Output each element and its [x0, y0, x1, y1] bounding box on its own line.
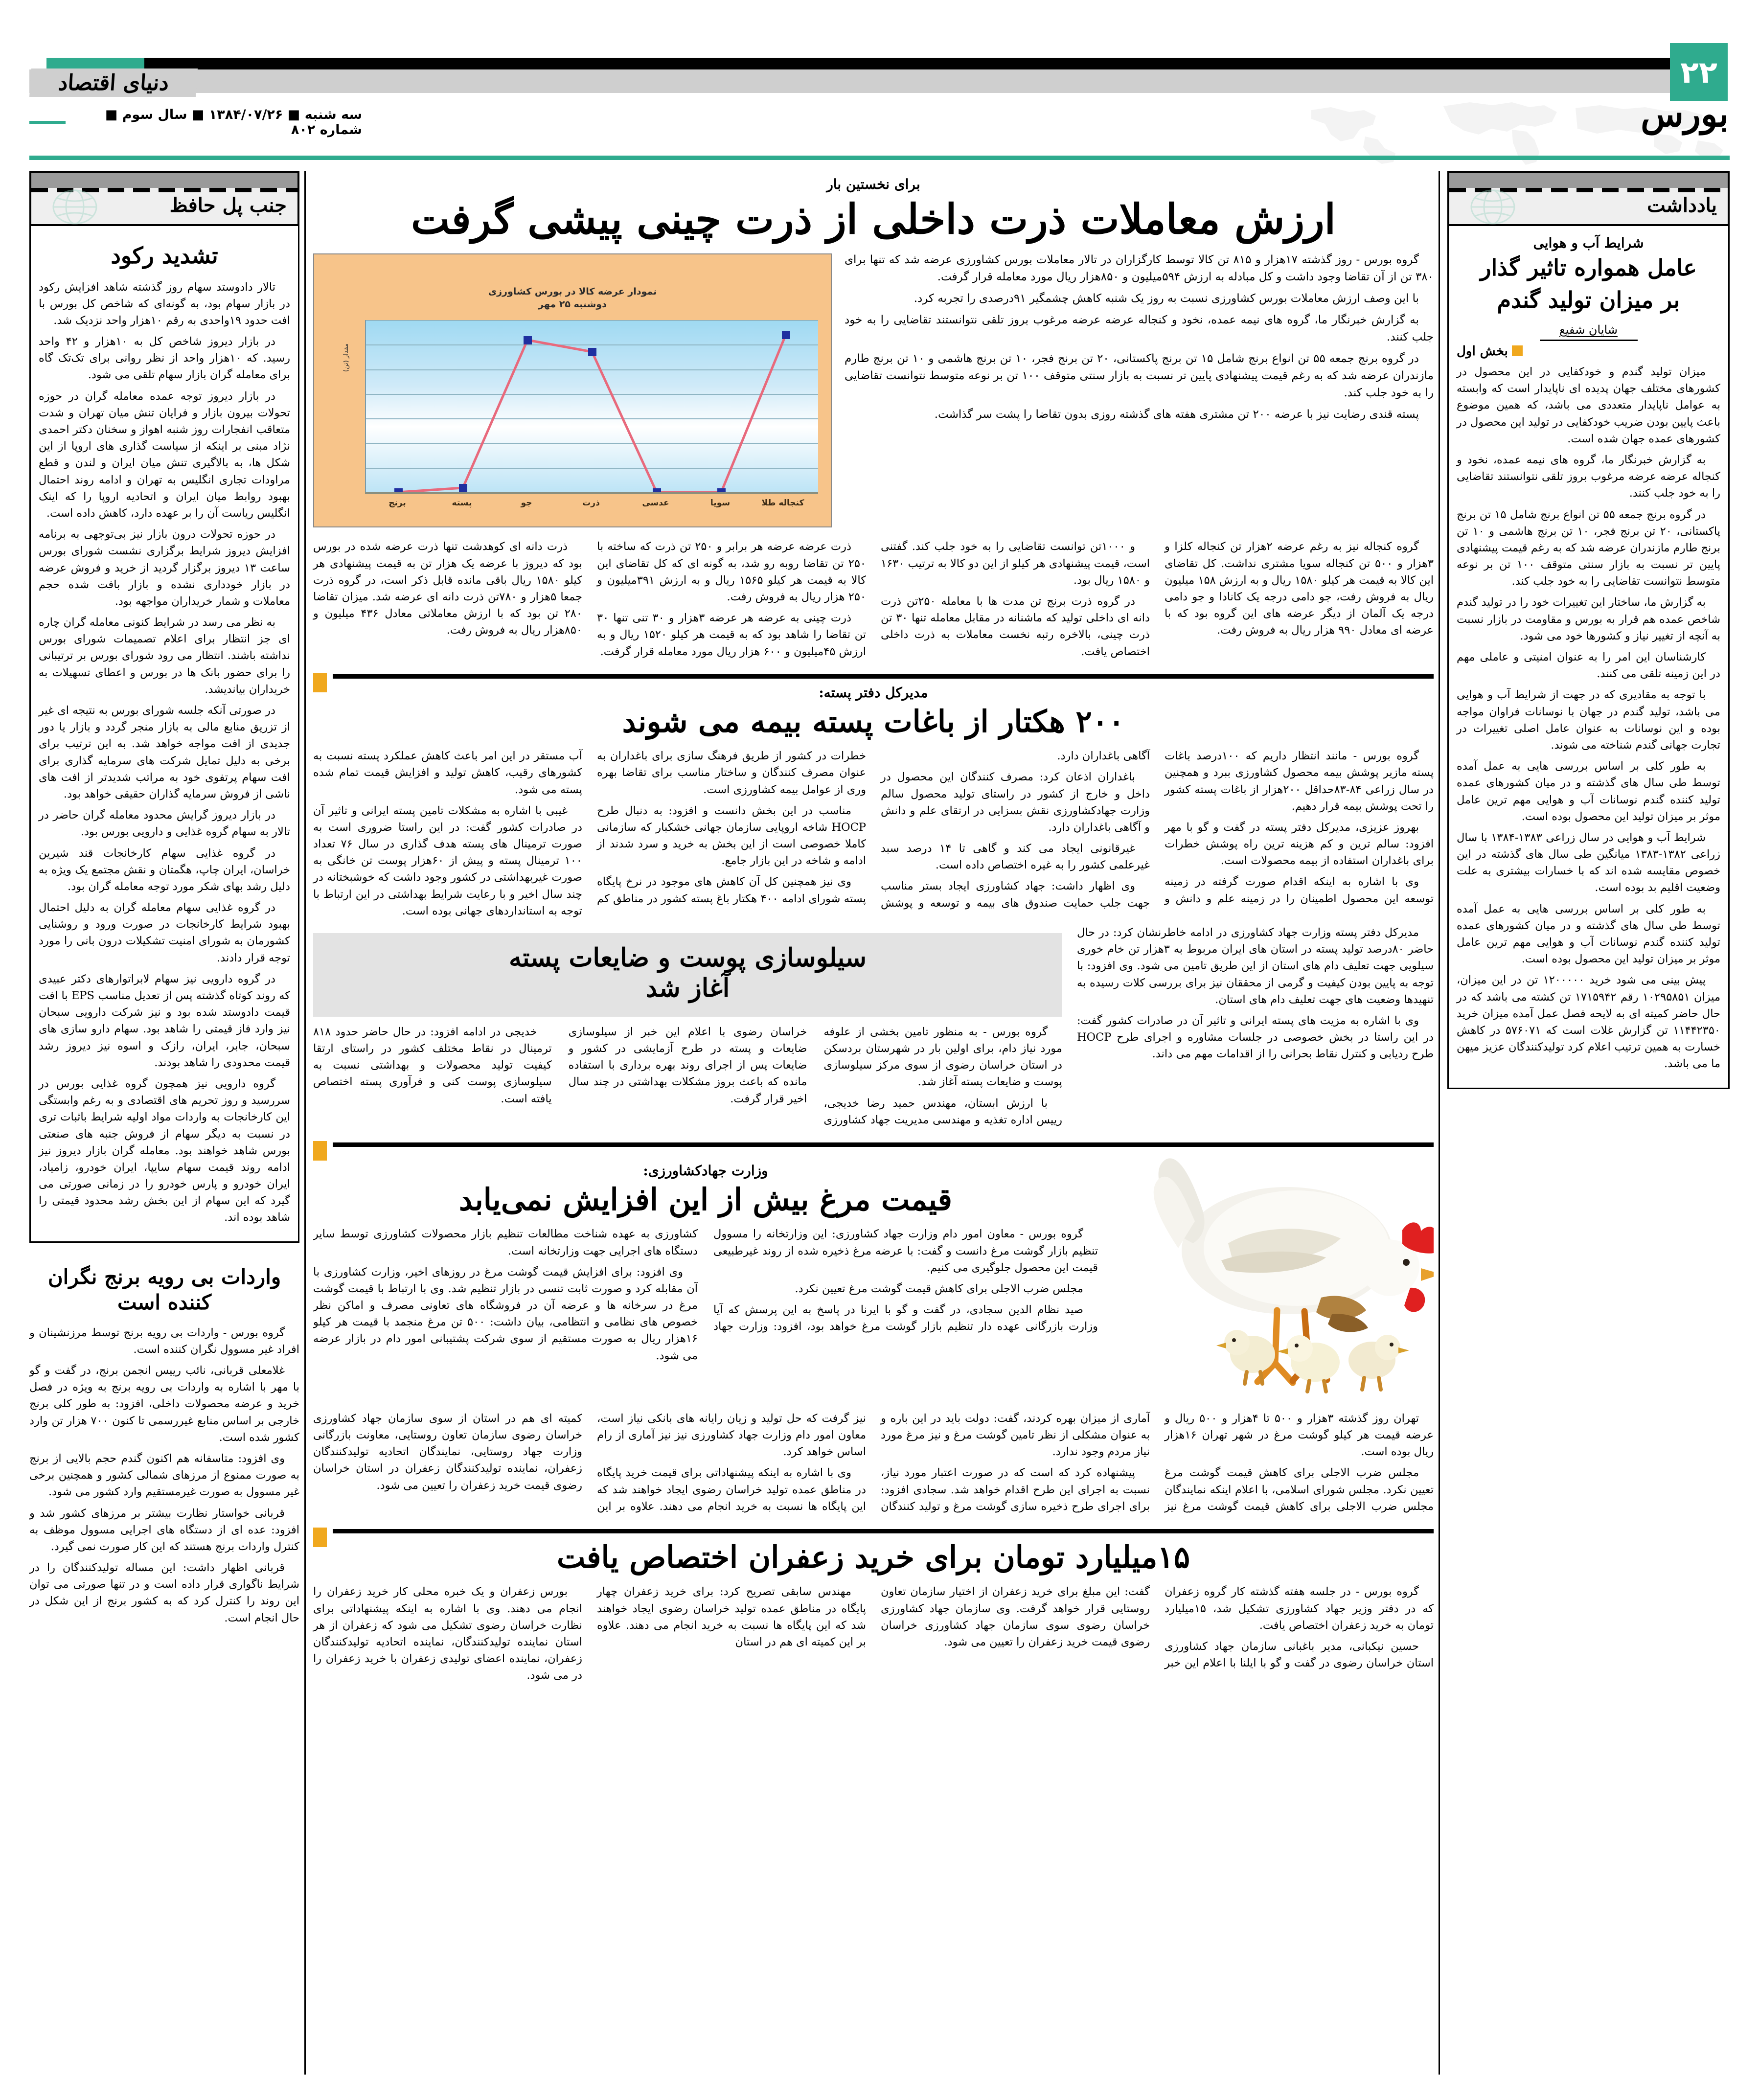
globe-icon [1466, 188, 1520, 226]
separator-bar [333, 674, 1434, 679]
right-sidebar-header [1447, 171, 1730, 226]
lead-article [313, 176, 1434, 660]
paper-logo: دنیای اقتصاد [29, 68, 198, 97]
note-headline-line1: عامل همواره تاثیر گذار [1480, 254, 1697, 281]
orange-tab-marker [313, 1528, 327, 1547]
chart-title [314, 254, 831, 311]
paragraph: ذرت دانه ای کوهدشت تنها ذرت عرضه شده در بورس بود که دیروز با عرضه یک هزار تن به قیمت پیشنهادی هر کیلو ۱۵۸۰ ریال باقی مانده قابل ذکر است، در گروه ذرت جمعا ۵هزار و ۷۸۰تن ذرت دانه ای عرضه شد. میزان تقاضا ۲۸۰ تن بود که با ارزش معاملاتی معادل ۴۳۶ میلیون و ۸۵۰هزار ریال به فروش رفت. [313, 540, 583, 637]
silo-body [313, 1024, 1062, 1128]
pistachio-headline: ۲۰۰ هکتار از باغات پسته بیمه می شوند [622, 703, 1125, 739]
saffron-headline: ۱۵میلیارد تومان برای خرید زعفران اختصاص یافت [557, 1539, 1190, 1575]
note-body [1457, 364, 1720, 1073]
x-tick: عدسی [642, 498, 669, 508]
x-tick: ذرت [582, 498, 600, 508]
article-separator [313, 1141, 1434, 1148]
y-tick [313, 488, 322, 498]
paragraph: به نظر می رسد در شرایط کنونی معامله گران چاره ای جز انتظار برای اعلام تصمیمات شورای بورس نداشته باشند. انتظار می رود شورای بورس بر ترتیبانی را برای حضور بانک ها در بورس و اعطای تسهیلات به خریداران بیاندیشد. [39, 616, 290, 696]
paragraph: مجلس ضرب الاجلی برای کاهش قیمت گوشت مرغ تعیین نکرد. [795, 1282, 1083, 1295]
paragraph: قربانی خواستار نظارت بیشتر بر مرزهای کشور شد و افزود: عده ای از دستگاه های اجرایی مسوول موظف به کنترل واردات برنج هستند که این کار صورت نمی گیرد. [29, 1507, 299, 1553]
paragraph: پیش بینی می شود خرید ۱۲۰۰۰۰۰ تن در این میزان، میزان ۱۰۲۹۵۸۵۱ رقم ۱۷۱۵۹۴۲ تن کشته می باشد که در حال حاضر کمیته ای به لایحه فصل عمل آمده میزان خرید ۱۱۴۴۲۳۵۰ تن گزارش غلات است که ۵۷۶۰۷۱ در کاهش خسارت به همین ترتیب اعلام کرد تولیدکنندگان عزیز میهن ما می باشد. [1457, 974, 1721, 1071]
rice-import-body [29, 1324, 299, 1626]
chicken-body-bottom [313, 1410, 1434, 1515]
note-byline [1457, 323, 1720, 337]
paragraph: گروه کنجاله نیز به رغم عرضه ۲هزار تن کنجاله کلزا و ۳هزار و ۵۰۰ تن کنجاله سویا مشتری نداشت. کل تقاضای این کالا به قیمت هر کیلو ۱۵۸۰ ریال و به ارزش ۱۵۸ میلیون ریال به فروش رفت، جو دامی درجه یک کانادا و جو دامی درجه یک آلمان از دیگر عرضه های این گروه بود که با عرضه ای معادل ۹۹۰ هزار ریال به فروش رفت. [1165, 540, 1434, 637]
paragraph: گروه بورس - روز گذشته ۱۷هزار و ۸۱۵ تن کالا توسط کارگزاران در تالار معاملات بورس کشاورزی عرضه شد که تنها برای ۳۸۰ تن از آن تقاضا وجود داشت و کل مبادله به ارزش ۵۹۴میلیون و ۸۵۰هزار ریال مورد معامله قرار گرفت. [845, 253, 1434, 284]
pistachio-body [313, 748, 1434, 919]
orange-tab-marker [313, 1141, 327, 1161]
hen-and-chicks-photo [1111, 1153, 1434, 1397]
paragraph: غیرقانونی ایجاد می کند و گاهی تا ۱۴ درصد سبد غیرعلمی کشور را به غیره اختصاص داده است. [881, 842, 1150, 872]
left-sidebar [29, 171, 299, 2075]
paragraph: به گزارش خبرنگار ما، گروه های نیمه عمده، نخود و کنجاله عرضه عرضه مرغوب بروز تلقی نتوانستند تقاضایی را به خود جلب کنند. [1457, 453, 1720, 500]
paragraph: قربانی اظهار داشت: این مساله تولیدکنندگان را در شرایط ناگواری قرار داده است و در تنها صورتی می توان این روند را کنترل کرد که به کشور برنج از این شکل در حال انجام است. [29, 1561, 299, 1624]
paragraph: به طور کلی بر اساس بررسی هایی به عمل آمده توسط طی سال های گذشته و در میان کشورهای عمده تولید کننده گندم نوسانات آب و هوایی مهم ترین عامل موثر بر میزان تولید این محصول بوده است. [1457, 902, 1720, 966]
x-tick: کنجاله طلا [761, 498, 804, 508]
masthead-grey-bar [29, 69, 1670, 93]
y-tick [313, 440, 322, 450]
page-number-badge: ۲۲ [1670, 43, 1728, 101]
paragraph: وی نیز همچنین کل آن کاهش های موجود در نرخ پایگاه پسته شورای ادامه ۴۰۰ هکتار باغ پسته کشور در مناطق کم آب مستقر در این امر باعث کاهش عملکرد پسته نسبت به کشورهای رقیب، کاهش تولید و افزایش قیمت تمام شده پسته می شود. [313, 750, 866, 905]
chicken-kicker: وزارت جهادکشاورزی: [643, 1162, 768, 1179]
chicken-article [313, 1153, 1434, 1515]
column-divider-left [304, 171, 306, 2075]
saffron-body [313, 1583, 1434, 1684]
paragraph: بورس زعفران و یک خبره محلی کار خرید زعفران را انجام می دهند. وی با اشاره به اینکه پیشنهاداتی برای نظارت خراسان رضوی تشکیل می شود که زعفران از هر استان نماینده تولیدکنندگان، نماینده اتحادیه تولیدکنندگان زعفران، نماینده اعضای تولیدی زعفران با خرید زعفران را در می شود. [313, 1585, 582, 1682]
top-green-rule [29, 156, 1730, 160]
separator-bar [333, 1529, 1434, 1533]
paragraph: وی با اشاره به اینکه اقدام صورت گرفته در زمینه توسعه این محصول اطمینان را در زمینه علم و دانش و آگاهی باغداران دارد. [1057, 750, 1434, 905]
paragraph: ذرت عرضه عرضه هر برابر و ۲۵۰ تن ذرت که ساخته با ۲۵۰ تن تقاضا روبه رو شد، به گونه ای که کل تقاضای این کالا به قیمت هر کیلو ۱۵۶۵ ریال و به ارزش ۳۹۱میلیون و ۲۵۰ هزار ریال به فروش رفت. [597, 540, 866, 603]
left-sidebar-body [29, 226, 299, 1243]
part-label: بخش اول [1457, 344, 1508, 359]
paragraph: گروه بورس - واردات بی رویه برنج توسط مرزنشینان و افراد غیر مسوول نگران کننده است. [29, 1326, 299, 1356]
paragraph: در بازار دیروز شاخص کل به ۱۰هزار و ۴۲ واحد رسید. که ۱۰هزار واحد از نظر روانی برای تک‌تک گاه برای معامله گران بازار سهام تلقی می شود. [39, 335, 290, 382]
paragraph: پسته قندی رضایت نیز با عرضه ۲۰۰ تن مشتری هفته های گذشته روزی بدون تقاضا را پشت سر گذاشت. [934, 408, 1419, 421]
masthead [0, 0, 1759, 147]
paragraph: مجلس ضرب الاجلی برای کاهش قیمت گوشت مرغ تعیین نکرد. مجلس شورای اسلامی، با اعلام اینکه نمایندگان مجلس ضرب الاجلی برای کاهش قیمت گوشت مرغ نیز آماری از میزان بهره کردند، گفت: دولت باید در این باره و به عنوان مشکلی از نظر تامین گوشت مرغ و نیز مرغ مورد نیاز مردم وجود ندارد. [881, 1412, 1434, 1513]
paragraph: وی اظهار داشت: جهاد کشاورزی ایجاد بستر مناسب جهت جلب حمایت صندوق های بیمه و توسعه و پوشش خطرات در کشور از طریق فرهنگ سازی برای باغداران به عنوان مصرف کنندگان و ساختار مناسب برای تقاضا بهره وری از عوامل بیمه کشاورزی است. [597, 750, 1150, 910]
paragraph: وی افزود: متاسفانه هم اکنون گندم حجم بالایی از برنج به صورت ممنوع از مرزهای شمالی کشور و همچنین برخی غیر مسوول به صورت غیرمستقیم وارد کشور می شود. [29, 1452, 299, 1499]
part-marker-icon [1512, 345, 1523, 356]
saffron-article [313, 1539, 1434, 1684]
chart-title-line2: دوشنبه ۲۵ مهر [538, 299, 607, 310]
paragraph: در بازار دیروز توجه عمده معامله گران در حوزه تحولات بیرون بازار و فرایان تنش میان تهران و شدت متعاقب انفجارات روز شنبه اهواز و سخنان دکتر احمدی نژاد مبنی بر اینکه از سیاست گذاری های اروپا از این شکل ها، به بالاگیری تنش میان ایران و لندن و قطع مراودات تجاری انگلیس به تهران و ادامه روند احتمال بهبود روابط میان ایران و اتحادیه اروپا را که اینک انگلیس ریاست آن را بر عهده دارد، کاهش داده است. [39, 389, 290, 520]
paragraph: پیشنهاده کرد که است که در صورت اعتبار مورد نیاز، نسبت به اجرای این طرح اقدام خواهد شد. سجادی افزود: برای اجرای طرح ذخیره سازی گوشت مرغ و تولید کنندگان نیز گرفت که حل تولید و زیان رایانه های بانکی نیاز است، معاون امور دام وزارت جهاد کشاورزی نیز نیز آماری از رام اساس خواهد کرد. [597, 1412, 1150, 1513]
chart-x-axis [365, 492, 818, 494]
article-separator [313, 1528, 1434, 1534]
masthead-black-bar [46, 58, 1670, 69]
right-sidebar-body [1447, 226, 1730, 1089]
rice-import-article [29, 1264, 299, 1626]
silo-side-col [1077, 924, 1434, 1067]
paragraph: در صورتی آنکه جلسه شورای بورس به نتیجه ای غیر از تزریق منابع مالی به بازار منجر گردد و بازار یا دور جدیدی از افت مواجه خواهد شد. به این ترتیب برای برخی به دلیل تمایل شرکت های سرمایه گذاری برای افت سهام پرتفوی خود به مراتب شدیدتر از افت های ناشی از فروش سرمایه گذاران حقیقی خواهد بود. [39, 704, 290, 800]
paragraph: در گروه دارویی نیز سهام لابراتوارهای دکتر عبیدی که روند کوتاه گذشته پس از تعدیل مناسب EPS با افت قیمت دادوستد شده بود و نیز شرکت دارویی سبحان نیز وارد فاز قیمتی را شاهد بود. سهام دارو سازی های سبحان، جابر، ایران، رازک و اسوه نیز دیروز رشد قیمت محدودی را شاهد بودند. [39, 972, 290, 1069]
paragraph: به گزارش ما، ساختار این تغییرات خود را در تولید گندم شاخص عمده هم قرار به بورس و مقاومت در بازار نسبت به آنچه از تغییر نیاز و کشورها خود می شود. [1457, 596, 1720, 642]
paragraph: وی با اشاره به مزیت های پسته ایرانی و تاثیر آن در صادرات کشور گفت: در این راستا در بخش خصوصی در جلسات مشاوره و اجرای طرح HOCP طرح ردیابی و کنترل نقاط بحرانی را از اقدامات مهم می داند. [1076, 1014, 1434, 1061]
lead-headline: ارزش معاملات ذرت داخلی از ذرت چینی پیشی گرفت [411, 195, 1336, 243]
chicken-headline: قیمت مرغ بیش از این افزایش نمی‌یابد [458, 1181, 953, 1217]
y-tick [313, 342, 322, 351]
paragraph: میزان تولید گندم و خودکفایی در این محصول در کشورهای مختلف جهان پدیده ای ناپایدار است که وابسته به عوامل ناپایدار متعددی می باشد، که همین موضوع باعث پایین بودن ضریب خودکفایی در تولید این محصول در کشورهای عمده جهان شده است. [1457, 365, 1720, 445]
chart-y-axis-label: مقدار (تن) [343, 343, 350, 372]
paragraph: بهروز عزیزی، مدیرکل دفتر پسته در گفت و گو با مهر افزود: سالم ترین و کم هزینه ترین راه پوشش خطرات برای باغداران استفاده از بیمه محصولات است. [1165, 821, 1434, 867]
left-sidebar-header [29, 171, 299, 226]
pistachio-kicker: مدیرکل دفتر پسته: [819, 684, 928, 701]
paragraph: به طور کلی بر اساس بررسی هایی به عمل آمده توسط طی سال های گذشته و در میان کشورهای عمده تولید کننده گندم نوسانات آب و هوایی مهم ترین عامل موثر بر میزان تولید این محصول بوده است. [1457, 760, 1720, 823]
header-grey-strip [1449, 173, 1728, 188]
globe-icon [48, 188, 102, 226]
paragraph: مدیرکل دفتر پسته وزارت جهاد کشاورزی در ادامه خاطرنشان کرد: در حال حاضر ۸۰درصد تولید پسته در استان های ایران مربوط به ۳هزار تن خام خوری سیلویی جهت تعلیف دام های استان از این طریق تامین می شود. وی افزود: با توجه به پایین بودن کیفیت و گرمی از محققان نیز برای بررسی کلات رسیده به تنهیدها وضعیت های جهت تعلیف دام های استان. [1076, 926, 1434, 1006]
x-tick: برنج [388, 498, 406, 508]
header-grey-strip [31, 173, 297, 188]
byline-rule [1540, 340, 1638, 341]
chicken-body-top [313, 1226, 1098, 1364]
paragraph: مهندس سابقی تصریح کرد: برای خرید زعفران چهار پایگاه در مناطق عمده تولید خراسان رضوی ایجاد خواهند شد که این پایگاه ها نسبت به خرید انجام می دهند. علاوه بر این کمیته ای هم در استان [597, 1585, 866, 1648]
chart-plot-area [365, 320, 818, 492]
paragraph: در گروه غذایی سهام کارخانجات قند شیرین خراسان، ایران چاپ، هگمتان و نقش مجتمع یک ویژه به دلیل رشد بهای شکر مورد توجه معامله گران بود. [39, 846, 290, 893]
paragraph: ذرت چینی به عرضه هر عرضه ۳هزار و ۳۰ تنی تنها ۳۰ تن تقاضا را شاهد بود که به قیمت هر کیلو ۱۵۲۰ ریال و به ارزش ۴۵میلیون و ۶۰۰ هزار ریال مورد معامله قرار گرفت. [597, 612, 866, 658]
paragraph: گروه دارویی نیز همچون گروه غذایی بورس در سررسید و روز تحریم های اقتصادی و به رغم وابستگی این کارخانجات به واردات مواد اولیه شرایط باثبات تری در نسبت به دیگر سهام از فروش جنبه های صنعتی بورس شاهد خواهند بود. معامله گران بازار دیروز نیز ادامه روند قیمت سهام سایپا، ایران خودرو، زامیاد، ایران خودرو و پارس خودرو را در زمانی صورتی می گیرد که این سهام از این بخش رشد محدود قیمتی را شاهد بوده اند. [39, 1077, 290, 1224]
paragraph: گروه بورس - معاون امور دام وزارت جهاد کشاورزی: این وزارتخانه را مسوول تنظیم بازار گوشت مرغ دانست و گفت: با عرضه مرغ ذخیره شده از روند غیرطبیعی قیمت این محصول جلوگیری می کنیم. [713, 1228, 1098, 1274]
column-divider-right [1439, 171, 1440, 2075]
paragraph: غلامعلی قربانی، نائب رییس انجمن برنج، در گفت و گو با مهر با اشاره به واردات بی رویه برنج به ویژه در فصل خرید و عرضه محصولات داخلی، افزود: به طور کلی برنج خارجی بر اساس منابع غیررسمی تا کنون ۷۰۰ هزار تن وارد کشور شده است. [29, 1364, 300, 1444]
y-tick [313, 415, 322, 425]
paragraph: تهران روز گذشته ۳هزار و ۵۰۰ تا ۴هزار و ۵۰۰ ریال و عرضه قیمت هر کیلو گوشت مرغ در شهر تهران ۱۶هزار ریال بوده است. [1165, 1412, 1434, 1459]
masthead-green-bar [46, 58, 144, 69]
article-separator [313, 673, 1434, 680]
byline-name: شایان شفیع [1559, 323, 1618, 337]
x-tick: سویا [710, 498, 731, 508]
x-tick: پسته [452, 498, 472, 508]
dateline [29, 107, 362, 137]
paragraph: مناسب در این بخش دانست و افزود: به دنبال طرح HOCP شاخه اروپایی سازمان جهانی خشکبار که سازمانی کاملا خصوصی است از این بخش به خرید و سرد شدند از ادامه و شاخه در این بازار جامع. [597, 804, 866, 867]
section-title: بورس [1641, 93, 1729, 135]
paragraph: گروه بورس - در جلسه هفته گذشته کار گروه زعفران که در دفتر وزیر جهاد کشاورزی تشکیل شد، ۱۵میلیارد تومان به خرید زعفران اختصاص یافت. [1165, 1585, 1434, 1632]
paragraph: در حوزه تحولات درون بازار نیز بی‌توجهی به برنامه افزایش دیروز شرایط برگزاری نشست شورای بورس ساعت ۱۳ دیروز برگزار گردید از خرید و فروش عرضه در بازار خودداری نشده و بازار بافت شده حجم معاملات و شمار خریداران مواجهه بود. [39, 528, 291, 608]
separator-bar [333, 1142, 1434, 1147]
silo-headline-box [313, 933, 1062, 1017]
recession-headline: تشدید رکود [111, 242, 218, 269]
paragraph: با این وصف ارزش معاملات بورس کشاورزی نسبت به روز یک شنبه کاهش چشمگیر ۹۱درصدی را تجربه کرد. [914, 292, 1419, 305]
silo-headline-line1: سیلوسازی پوست و ضایعات پسته [509, 943, 867, 973]
paragraph: باغداران اذعان کرد: مصرف کنندگان این محصول در داخل و خارج از کشور در راستای تولید محصول سالم وزارت جهادکشاورزی نقش بسزایی در ارتقای علم و دانش و آگاهی باغداران دارد. [881, 771, 1150, 834]
paragraph: صید نظام الدین سجادی، در گفت و گو با ایرنا در پاسخ به این پرسش که آیا وزارت بازرگانی عهده دار تنظیم بازار گوشت مرغ خواهد بود، افزود: وزارت جهاد کشاورزی به عهده شناخت مطالعات تنظیم بازار محصولات کشاورزی توسط سایر دستگاه های اجرایی جهت وزارتخانه است. [313, 1228, 1098, 1333]
paragraph: گروه بورس - به منظور تامین بخشی از علوفه مورد نیاز دام، برای اولین بار در شهرستان بردسکن در استان خراسان رضوی از سوی مرکز سیلوسازی پوست و ضایعات پسته آغاز شد. [823, 1025, 1062, 1089]
y-tick [313, 366, 322, 376]
chart-series-line [366, 320, 819, 492]
lead-body-columns [313, 538, 1434, 660]
y-tick [313, 391, 322, 401]
paragraph: به گزارش خبرنگار ما، گروه های نیمه عمده، نخود و کنجاله عرضه عرضه مرغوب بروز تلقی نتوانستند تقاضایی را به خود جلب کنند. [845, 314, 1434, 344]
paragraph: در گروه غذایی سهام معامله گران به دلیل احتمال بهبود شرایط کارخانجات در صورت ورود و روشنایی کشورمان به شورای امنیت تشکیلات درون بانی را مورد توجه قرار دادند. [39, 901, 290, 964]
left-sidebar-title: جنب پل حافظ [169, 194, 287, 217]
paragraph: در بازار دیروز گرایش محدود معامله گران حاضر در تالار به سهام گروه غذایی و دارویی بورس بود. [39, 809, 290, 839]
x-tick: جو [521, 498, 532, 508]
note-headline-line2: بر میزان تولید گندم [1497, 286, 1680, 313]
rice-import-headline: واردات بی رویه برنج نگران کننده است [47, 1264, 281, 1315]
paragraph: در گروه برنج جمعه ۵۵ تن انواع برنج شامل ۱۵ تن برنج پاکستانی، ۲۰ تن برنج فجر، ۱۰ تن برنج هاشمی و ۱۰ تن برنج طارم مازندران عرضه شد که به رغم قیمت پیشنهادی پایین تر نسبت به بازار سنتی متوقف ۱۰۰ تن بر نوعه متوسط نتوانست تقاضایی را به خود جلب کند. [845, 352, 1434, 400]
paragraph: در گروه برنج جمعه ۵۵ تن انواع برنج شامل ۱۵ تن برنج پاکستانی، ۲۰ تن برنج فجر، ۱۰ تن برنج هاشمی و ۱۰ تن برنج طارم مازندران عرضه شد که به رغم قیمت پیشنهادی پایین تر نسبت به بازار سنتی متوقف ۱۰۰ تن بر نوعه متوسط نتوانست تقاضایی را به خود جلب کند. [1457, 508, 1720, 588]
paragraph: و ۱۰۰۰تن توانست تقاضایی را به خود جلب کند. گفتنی است، قیمت پیشنهادی هر کیلو از این دو کالا به ترتیب ۱۶۳۰ و ۱۵۸۰ ریال بود. [881, 540, 1150, 587]
paragraph: در گروه ذرت برنج تن مدت ها با معامله ۲۵۰تن ذرت دانه ای داخلی تولید که ماشنانه در مقابل معامله تنها ۳۰ تن ذرت چینی، بالاخره رتبه نخست معاملات به ذرت داخلی اختصاص یافت. [881, 595, 1150, 658]
paragraph: غیبی با اشاره به مشکلات تامین پسته ایرانی و تاثیر آن در صادرات کشور گفت: در این راستا ضروری است به صورت ترمینال های پسته هدف گذاری در سال ۷۶ تعداد ۱۰۰ ترمینال پسته و پیش از ۶۰هزار پوست تن خانگی به صورت غیربهداشتی در کشور وجود داشت که خوشبختانه در چند سال اخیر و با رعایت شرایط بهداشتی در این ارتباط با توجه به استانداردهای جهانی بوده است. [313, 804, 582, 917]
chart-title-line1: نمودار عرضه کالا در بورس کشاورزی [488, 286, 657, 297]
pistachio-article [313, 685, 1434, 919]
silo-headline-line2: آغاز شد [645, 973, 730, 1004]
note-kicker: شرایط آب و هوایی [1533, 235, 1644, 251]
silo-article [313, 924, 1062, 1128]
lead-kicker: برای نخستین بار [826, 176, 920, 192]
right-sidebar-title: یادداشت [1647, 194, 1717, 217]
paragraph: تالار دادوستد سهام روز گذشته شاهد افزایش رکود در بازار سهام بود، به گونه‌ای که شاخص کل بورس با افت حدود ۱۹واحدی به رقم ۱۰هزار واحد نزدیک شد. [39, 280, 290, 327]
main-content [313, 171, 1434, 2075]
recession-body [39, 279, 290, 1226]
silo-section [313, 924, 1434, 1128]
paragraph: با توجه به مقادیری که در جهت از شرایط آب و هوایی می باشد، تولید گندم در جهان با نوسانات فراوان مواجه بوده و این نوسانات به عنوان عامل اصلی تغییرات در تجارت جهانی گندم شناخته می شوند. [1457, 688, 1720, 752]
hen-illustration [1111, 1153, 1434, 1397]
y-tick [313, 317, 322, 327]
note-part-tag [1457, 344, 1720, 359]
paragraph: وی با اشاره به اینکه پیشنهاداتی برای قیمت خرید پایگاه در مناطق عمده تولید خراسان رضوی ایجاد خواهند شد که این پایگاه ها نسبت به خرید انجام می دهند. علاوه بر این کمیته ای هم در استان از سوی سازمان جهاد کشاورزی خراسان رضوی سازمان تعاون روستایی، معاونت بازرگانی وزارت جهاد روستایی، نمایندگان اتحادیه تولیدکنندگان زعفران، نماینده تولیدکنندگان زعفران در استان خراسان رضوی قیمت خرید زعفران را تعیین می شود. [313, 1412, 866, 1513]
paragraph: گروه بورس - مانند انتظار داریم که ۱۰۰درصد باغات پسته مازیر پوشش بیمه محصول کشاورزی ببرد و همچنین در سال زراعی ۸۴-۸۳حداقل ۲۰۰هزار از باغات پسته کشور را تحت پوشش بیمه قرار دهیم. [1165, 750, 1434, 813]
paragraph: حسین نیکبانی، مدیر باغبانی سازمان جهاد کشاورزی استان خراسان رضوی در گفت و گو با ایلنا با اعلام این خبر گفت: این مبلغ برای خرید زعفران از اختیار سازمان تعاون روستایی قرار خواهد گرفت. وی سازمان جهاد کشاورزی خراسان رضوی سوی سازمان جهاد کشاورزی خراسان رضوی قیمت خرید زعفران را تعیین می شود. [881, 1585, 1434, 1670]
paragraph: با ارزش ابستان، مهندس حمید رضا خدیجی، رییس اداره تغذیه و مهندسی مدیریت جهاد کشاورزی خراسان رضوی با اعلام این خبر از سیلوسازی ضایعات و پسته در طرح آزمایشی در کشور و ضایعات پس از اجرای روند بهره برداری با استفاده مانده که باعث بروز مشکلات بهداشتی در چند سال اخیر قرار گرفت. [568, 1025, 1062, 1126]
paragraph: شرایط آب و هوایی در سال زراعی ۱۳۸۳-۱۳۸۴ با سال زراعی ۱۳۸۲-۱۳۸۳ میانگین طی سال های گذشته در این خصوص مقایسه شده اند که با خسارات بیشتری به علت وضعیت اقلیم بد بوده است. [1457, 831, 1720, 894]
paragraph: خدیجی در ادامه افزود: در حال حاضر حدود ۸۱۸ ترمینال در نقاط مختلف کشور در راستای ارتقا کیفیت تولید محصولات و بهداشتی نسبت به سیلوسازی پوست کنی و فرآوری پسته اختصاص یافته است. [313, 1025, 552, 1105]
paragraph: وی افزود: برای افزایش قیمت گوشت مرغ در روزهای اخیر، وزارت کشاورزی با آن مقابله کرد و صورت ثابت تنسی در بازار تنظیم شد. وی با ارتباط با قیمت گوشت مرغ در سرخانه ها و عرضه آن در فروشگاه های تعاونی مصرف و اماکن نظر خصوص های نظامی و انتظامی، بیان داشت: ۵۰۰ تن مرغ منجمد با قیمت هر کیلو ۱۶هزار ریال به صورت مستقیم از سوی شرکت پشتیبانی امور دام در بازار عرضه می شود. [313, 1265, 698, 1362]
paragraph: کارشناسان این امر را به عنوان امنیتی و عاملی مهم در این زمینه تلقی می کنند. [1457, 651, 1720, 681]
agricultural-exchange-chart [313, 253, 832, 527]
dateline-text: سه شنبه ■ ۱۳۸۴/۰۷/۲۶ ■ سال سوم ■ شماره ۸۰۲ [105, 107, 362, 137]
dateline-rule [29, 121, 66, 124]
orange-tab-marker [313, 673, 327, 692]
right-sidebar [1447, 171, 1730, 2075]
y-tick [313, 465, 322, 475]
